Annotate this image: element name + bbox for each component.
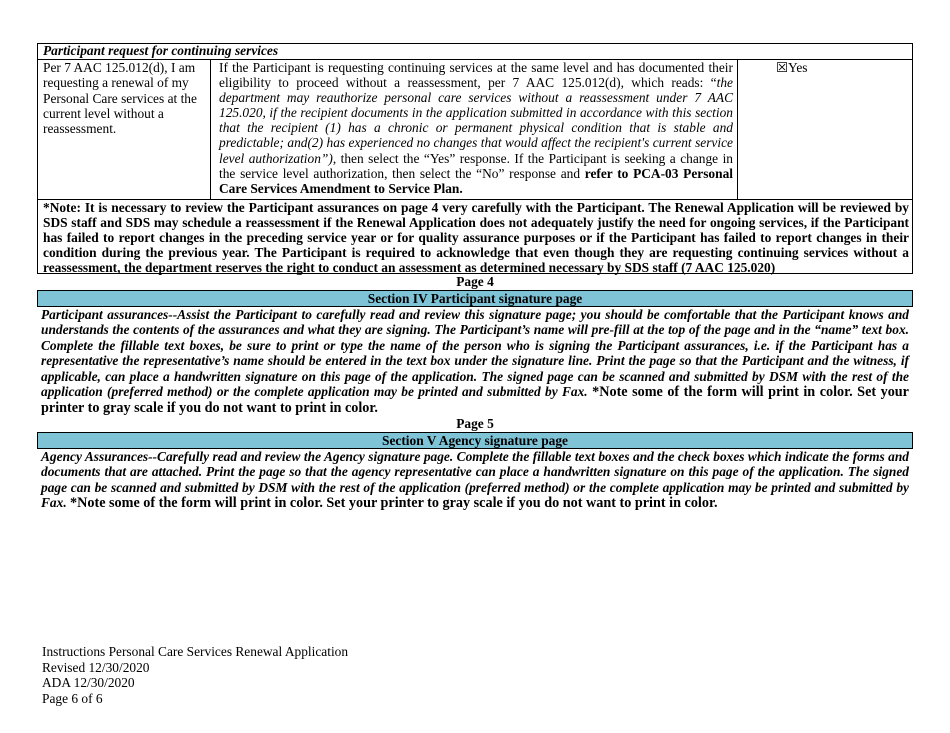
instructions-part1: If the Participant is requesting continuing services at the same level and has documented their eligibility to proceed without a reassessment, per 7 AAC 125.012(d), which reads: “	[219, 60, 733, 91]
note-text: *Note: It is necessary to review the Participant assurances on page 4 very carefully with the Participant. The Renewal Application will be reviewed by SDS staff and SDS may schedule a reassessment if the Renewal Application does not adequately justify the need for ongoing services, if the Participant has failed to report changes in the preceding service year or for quality assurance purposes or if the Participant has failed to report changes in their condition during the previous year. The Participant is required to acknowledge that even though they are requesting continuing services without a reassessment, the department reserves the right to conduct an assessment as determined necessary by SDS staff (7 AAC 125.020)	[43, 200, 909, 276]
footer-page-number: Page 6 of 6	[42, 690, 103, 706]
instructions-part2: , then select the “Yes” response. If the Participant is seeking a change in the service level authorization, then select the “No” response and	[219, 150, 733, 181]
table-header-row	[38, 44, 912, 60]
document-footer	[42, 644, 462, 706]
page4-label: Page 4	[456, 274, 494, 289]
note-row	[38, 199, 912, 275]
page5-label: Page 5	[456, 416, 494, 431]
request-cell	[38, 60, 211, 199]
continuing-services-table	[37, 43, 913, 274]
instructions-text	[219, 60, 733, 196]
agency-assurances-text: Agency Assurances--Carefully read and review the Agency signature page. Complete the fillable text boxes and the check boxes which indicate the forms and documents that are attached. Print the page so that the agency representative can place a handwritten signature on this page of the application. The signed page can be scanned and submitted by DSM with the rest of the application (preferred method) or the complete application may be printed and submitted by Fax.	[41, 449, 909, 511]
participant-assurances-text: Participant assurances--Assist the Participant to carefully read and review this signature page; you should be comfortable that the Participant knows and understands the contents of the assurances and what they are signing. The Participant’s name will pre-fill at the top of the page and in the “name” text box. Complete the fillable text boxes, be sure to print or type the name of the person who is signing the Participant assurances, i.e. if the Participant has a representative the representative’s name should be entered in the text box under the signature line. Print the page so that the Participant and the witness, if applicable, can place a handwritten signature on this page of the application. The signed page can be scanned and submitted by DSM with the rest of the application (preferred method) or the complete application may be printed and submitted by Fax.	[41, 307, 909, 400]
section5-body	[41, 449, 909, 512]
print-color-note-2: *Note some of the form will print in color. Set your printer to gray scale if you do not want to print in color.	[70, 495, 718, 512]
section4-title: Section IV Participant signature page	[37, 290, 913, 307]
section5-title: Section V Agency signature page	[37, 432, 913, 449]
print-color-note: *Note some of the form will print in color. Set your printer to gray scale if you do not want to print in color.	[41, 384, 909, 417]
instructions-bold-end: refer to PCA-03 Personal Care Services Amendment to Service Plan.	[219, 165, 733, 196]
request-text: Per 7 AAC 125.012(d), I am requesting a renewal of my Personal Care services at the current level without a reassessment.	[43, 60, 197, 137]
regulation-quote: the department may reauthorize personal care services without a reassessment under 7 AAC 125.020, if the recipient documents in the application submitted in accordance with this section that the recipient (1) has a chronic or permanent physical condition that is stable and predictable; and(2) has experienced no changes that would affect the recipient's current service level authorization”)	[219, 75, 733, 166]
yes-checkbox[interactable]: ☒Yes	[776, 60, 808, 75]
answer-cell	[738, 60, 912, 199]
table-header: Participant request for continuing services	[43, 43, 279, 58]
footer-ada: ADA 12/30/2020	[42, 675, 135, 691]
instructions-cell	[211, 60, 738, 199]
footer-revised: Revised 12/30/2020	[42, 659, 150, 675]
footer-title: Instructions Personal Care Services Renewal Application	[42, 644, 349, 659]
section4-body	[41, 307, 909, 417]
